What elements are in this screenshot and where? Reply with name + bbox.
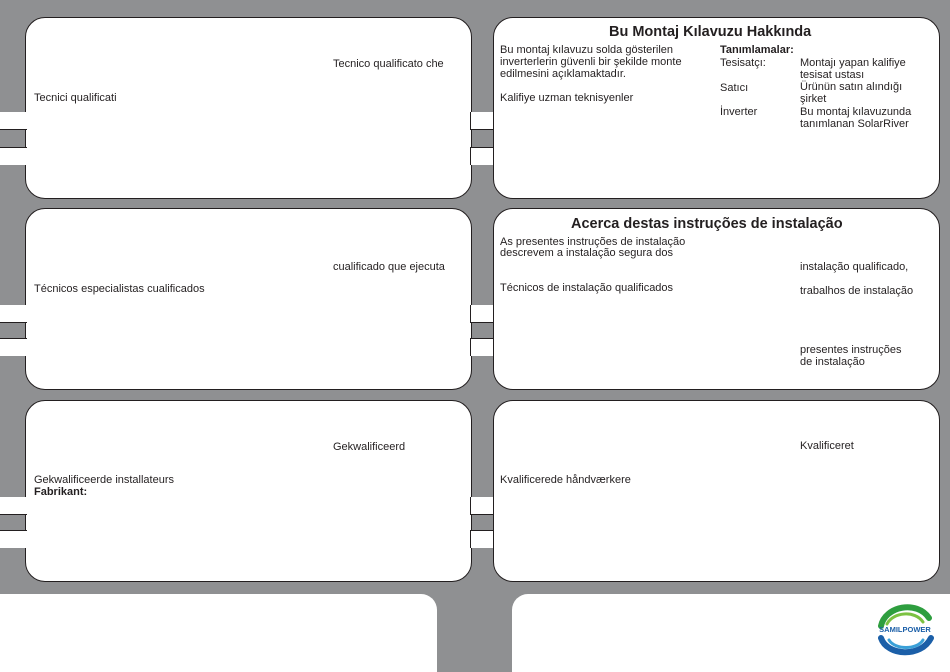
- tr-desc-inverter-2: tanımlanan SolarRiver: [800, 118, 909, 130]
- pt-technicians: Técnicos de instalação qualificados: [500, 282, 674, 294]
- da-craftsmen-text: Kvalificerede håndværkere: [500, 474, 631, 486]
- panel-bottom-left-right-tab-lower: [470, 530, 495, 548]
- svg-text:SAMILPOWER: SAMILPOWER: [879, 625, 931, 634]
- panel-top-left-right-tab-upper: [470, 112, 495, 130]
- panel-top-left-right-tab-lower: [470, 147, 495, 165]
- pt-r3-2: de instalação: [800, 356, 865, 368]
- panel-bottom-left-tab-upper: [0, 497, 27, 515]
- tr-term-inverter: İnverter: [720, 106, 758, 118]
- pt-intro-1: As presentes instruções de instalação: [500, 236, 686, 248]
- panel-top-left-tab-upper: [0, 112, 27, 130]
- tr-experts: Kalifiye uzman teknisyenler: [500, 92, 634, 104]
- it-technicians-text: Tecnici qualificati: [34, 92, 117, 104]
- panel-top-left-tab-lower: [0, 147, 27, 165]
- nl-qualified-text: Gekwalificeerd: [333, 441, 406, 453]
- bottom-sheet-left: [0, 594, 437, 672]
- tr-intro-2: inverterlerin güvenli bir şekilde monte: [500, 56, 682, 68]
- tr-title: Bu Montaj Kılavuzu Hakkında: [609, 24, 812, 40]
- tr-desc-seller-2: şirket: [800, 93, 827, 105]
- tr-intro-1: Bu montaj kılavuzu solda gösterilen: [500, 44, 674, 56]
- panel-bottom-left-right-tab-upper: [470, 497, 495, 515]
- pt-r3-1: presentes instruções: [800, 344, 902, 356]
- pt-title: Acerca destas instruções de instalação: [571, 216, 843, 232]
- tr-definitions-heading: Tanımlamalar:: [720, 44, 794, 56]
- panel-top-left: [25, 17, 472, 199]
- pt-intro-2: descrevem a instalação segura dos: [500, 247, 674, 259]
- nl-manufacturer-label: Fabrikant:: [34, 486, 88, 498]
- samilpower-logo-icon: [873, 600, 937, 658]
- panel-middle-left-tab-lower: [0, 338, 27, 356]
- panel-middle-left-right-tab-upper: [470, 305, 495, 323]
- panel-middle-left-tab-upper: [0, 305, 27, 323]
- panel-bottom-left-tab-lower: [0, 530, 27, 548]
- panel-bottom-right: [493, 400, 940, 582]
- panel-middle-left: [25, 208, 472, 390]
- tr-desc-installer-1: Montajı yapan kalifiye: [800, 57, 906, 69]
- es-technicians-text: Técnicos especialistas cualificados: [34, 283, 205, 295]
- panel-middle-left-right-tab-lower: [470, 338, 495, 356]
- tr-desc-inverter-1: Bu montaj kılavuzunda: [800, 106, 912, 118]
- panel-bottom-left: [25, 400, 472, 582]
- da-qualified-text: Kvalificeret: [800, 440, 854, 452]
- tr-desc-seller-1: Ürünün satın alındığı: [800, 81, 903, 93]
- tr-term-seller: Satıcı: [720, 82, 749, 94]
- samilpower-logo: [873, 600, 937, 658]
- it-qualified-text: Tecnico qualificato che: [333, 58, 444, 70]
- pt-r2: trabalhos de instalação: [800, 285, 914, 297]
- tr-desc-installer-2: tesisat ustası: [800, 69, 865, 81]
- pt-r1: instalação qualificado,: [800, 261, 909, 273]
- nl-installers-text: Gekwalificeerde installateurs: [34, 474, 175, 486]
- es-qualified-text: cualificado que ejecuta: [333, 261, 445, 273]
- tr-term-installer: Tesisatçı:: [720, 57, 766, 69]
- tr-intro-3: edilmesini açıklamaktadır.: [500, 68, 626, 80]
